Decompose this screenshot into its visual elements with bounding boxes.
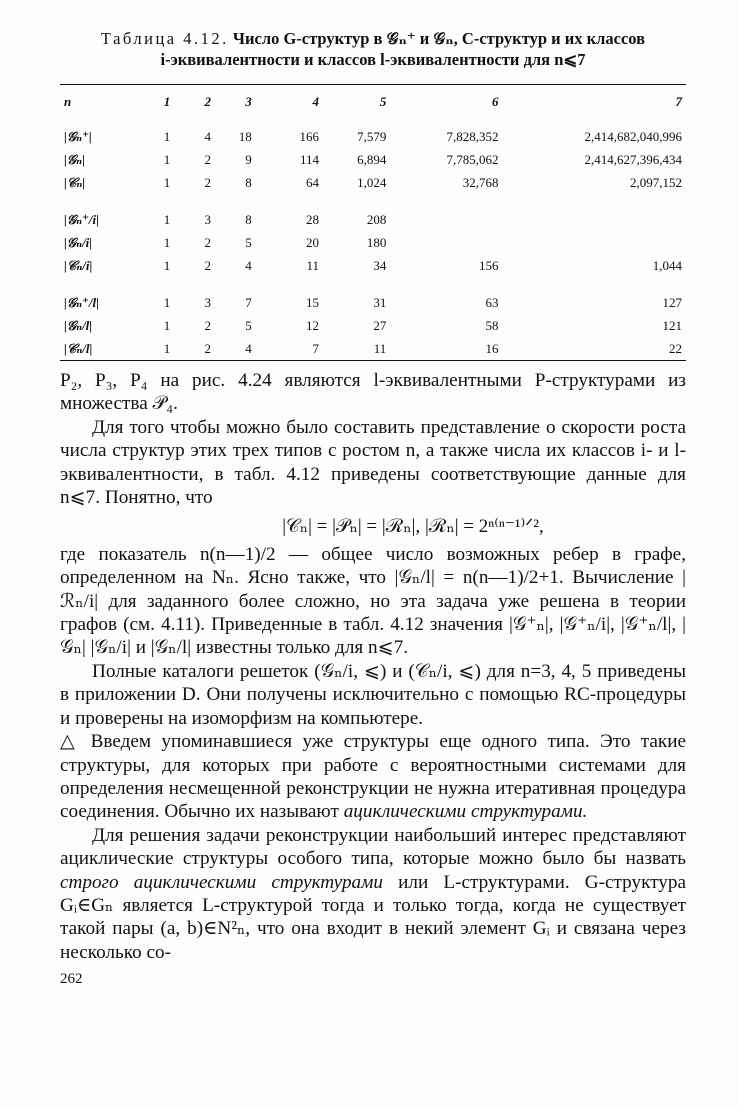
table-cell: 1: [163, 174, 171, 190]
table-cell: 34: [373, 257, 387, 273]
body-text: [60, 369, 686, 992]
table-cell: 4: [245, 257, 252, 273]
table-cell: 5: [245, 234, 252, 250]
table-cell: 1: [163, 211, 171, 227]
table-cell: 2,414,627,396,434: [584, 151, 682, 167]
table-cell: 114: [300, 151, 320, 167]
table-row: [60, 171, 686, 194]
table-row: [60, 314, 686, 337]
row-label: |𝒢ₙ/i|: [64, 234, 93, 250]
table-cell: 31: [373, 294, 387, 310]
table-cell: 9: [245, 151, 252, 167]
table-cell: 208: [366, 211, 387, 227]
table-cell: 7,828,352: [446, 128, 499, 144]
table-cell: 11: [373, 340, 387, 356]
table-cell: 4: [204, 128, 211, 144]
paragraph-6-text: Для решения задачи реконструкции наибольший интерес представляют ациклические структуры особого типа, которые можно было бы назвать: [60, 824, 686, 870]
table-cell: [390, 231, 502, 254]
table-cell: 2: [204, 317, 211, 333]
table-caption: [60, 28, 686, 70]
data-table: [60, 85, 686, 360]
page-number: 262: [60, 971, 83, 988]
table-cell: 3: [204, 211, 211, 227]
table-cell: 2: [204, 234, 211, 250]
table-cell: 2: [204, 174, 211, 190]
table-cell: 58: [485, 317, 499, 333]
paragraph-3: где показатель n(n—1)/2 — общее число возможных ребер в графе, определенном на Nₙ. Ясно также, что |𝒢ₙ/l| = n(n—1)/2+1. Вычисление |ℛₙ/i| для заданного более сложно, но эта задача уже решена в теории графов (см. 4.11). Приведенные в табл. 4.12 значения |𝒢⁺ₙ|, |𝒢⁺ₙ/i|, |𝒢⁺ₙ/l|, |𝒢ₙ| |𝒢ₙ/i| и |𝒢ₙ/l| известны только для n⩽7.: [60, 543, 686, 659]
row-label: |𝒢ₙ/l|: [64, 317, 93, 333]
row-label: |𝒢ₙ⁺|: [64, 128, 92, 144]
row-label: |𝒞ₙ|: [64, 174, 86, 190]
group-spacer: [60, 277, 686, 291]
table-cell: 18: [238, 128, 252, 144]
table-cell: 11: [306, 257, 320, 273]
table-cell: 63: [485, 294, 499, 310]
table-bottom-rule: [60, 360, 686, 361]
table-cell: 32,768: [462, 174, 499, 190]
table-cell: 1,044: [652, 257, 682, 273]
table-cell: 4: [245, 340, 252, 356]
table-cell: 7: [312, 340, 320, 356]
table-cell: 2,097,152: [630, 174, 682, 190]
table-cell: 27: [373, 317, 387, 333]
table-row: [60, 208, 686, 231]
row-label: |𝒞ₙ/i|: [64, 257, 93, 273]
table-cell: 16: [485, 340, 499, 356]
caption-line2: i-эквивалентности и классов l-эквивалентности для n⩽7: [160, 50, 586, 69]
table-cell: 28: [306, 211, 320, 227]
header-cell: 1: [163, 94, 171, 109]
header-cell: n: [64, 94, 72, 109]
table-cell: 2,414,682,040,996: [584, 128, 682, 144]
header-cell: 7: [675, 94, 682, 109]
table-cell: 1,024: [357, 174, 387, 190]
table-cell: 127: [662, 294, 682, 310]
paragraph-6: [60, 824, 686, 964]
table-cell: 64: [306, 174, 320, 190]
table-cell: 1: [163, 340, 171, 356]
header-cell: 5: [379, 94, 387, 109]
table-cell: 22: [669, 340, 682, 356]
table-cell: 2: [204, 340, 211, 356]
paragraph-1: P₂, P₃, P₄ на рис. 4.24 являются l-эквивалентными P-структурами из множества 𝒫₄.: [60, 370, 686, 415]
table-cell: [502, 231, 686, 254]
caption-line1: Число G-структур в 𝒢ₙ⁺ и 𝒢ₙ, C-структур и их классов: [232, 29, 646, 48]
header-cell: 3: [245, 94, 252, 109]
table-cell: 156: [478, 257, 499, 273]
table-row: [60, 291, 686, 314]
table-cell: 1: [163, 294, 171, 310]
table-cell: [502, 208, 686, 231]
formula: |𝒞ₙ| = |𝒫ₙ| = |ℛₙ|, |ℛₙ| = 2ⁿ⁽ⁿ⁻¹⁾ᐟ²,: [282, 516, 544, 538]
table-cell: 121: [662, 317, 682, 333]
table-cell: 1: [163, 234, 171, 250]
table-row: [60, 254, 686, 277]
table-cell: 1: [163, 128, 171, 144]
paragraph-4: Полные каталоги решеток (𝒢ₙ/i, ⩽) и (𝒞ₙ/i, ⩽) для n=3, 4, 5 приведены в приложении D. Они получены исключительно с помощью RC-процедуры и проверены на изоморфизм на компьютере.: [60, 660, 686, 729]
table-row: [60, 231, 686, 254]
paragraph-5: [60, 730, 686, 824]
row-label: |𝒞ₙ/l|: [64, 340, 93, 356]
table-cell: 8: [245, 174, 252, 190]
header-cell: 6: [491, 94, 499, 109]
group-spacer: [60, 194, 686, 208]
table-cell: 3: [204, 294, 211, 310]
header-cell: 4: [312, 94, 320, 109]
table-cell: 20: [306, 234, 320, 250]
table-row: [60, 337, 686, 360]
paragraph-5-term: ациклическими структурами.: [343, 801, 588, 823]
row-label: |𝒢ₙ|: [64, 151, 85, 167]
table-cell: 5: [245, 317, 252, 333]
row-label: |𝒢ₙ⁺/i|: [64, 211, 100, 227]
table-row: [60, 148, 686, 171]
table-cell: 1: [163, 257, 171, 273]
table-cell: 2: [204, 151, 211, 167]
paragraph-6-term: строго ациклическими структурами: [60, 871, 383, 893]
table-cell: 7: [245, 294, 252, 310]
paragraph-2: Для того чтобы можно было составить представление о скорости роста числа структур этих трех типов с ростом n, а также числа их классов i- и l-эквивалентности, в табл. 4.12 приведены соответствующие данные для n⩽7. Понятно, что: [60, 416, 686, 509]
table-cell: [390, 208, 502, 231]
table-cell: 1: [163, 317, 171, 333]
table-cell: 12: [306, 317, 320, 333]
table-cell: 7,785,062: [446, 151, 499, 167]
table-cell: 7,579: [357, 128, 387, 144]
table-cell: 180: [366, 234, 387, 250]
table-cell: 6,894: [357, 151, 387, 167]
caption-label: Таблица 4.12.: [100, 29, 229, 48]
table-cell: 166: [299, 128, 320, 144]
paragraph-5-text: △ Введем упоминавшиеся уже структуры еще одного типа. Это такие структуры, для которых при работе с вероятностными системами для определения несмещенной реконструкции не нужна итеративная процедура соединения. Обычно их называют: [60, 731, 686, 823]
table-row: [60, 119, 686, 148]
table-cell: 8: [245, 211, 252, 227]
table-cell: 15: [306, 294, 320, 310]
header-cell: 2: [204, 94, 211, 109]
table-cell: 2: [204, 257, 211, 273]
table-cell: 1: [163, 151, 171, 167]
paragraph-6-rest: или L-структурами. G-структура Gᵢ∈Gₙ является L-структурой тогда и только тогда, когда не существует такой пары (a, b)∈N²ₙ, что она входит в некий элемент Gᵢ и связана через несколько со-: [60, 871, 686, 963]
row-label: |𝒢ₙ⁺/l|: [64, 294, 100, 310]
table-header-row: [60, 85, 686, 119]
